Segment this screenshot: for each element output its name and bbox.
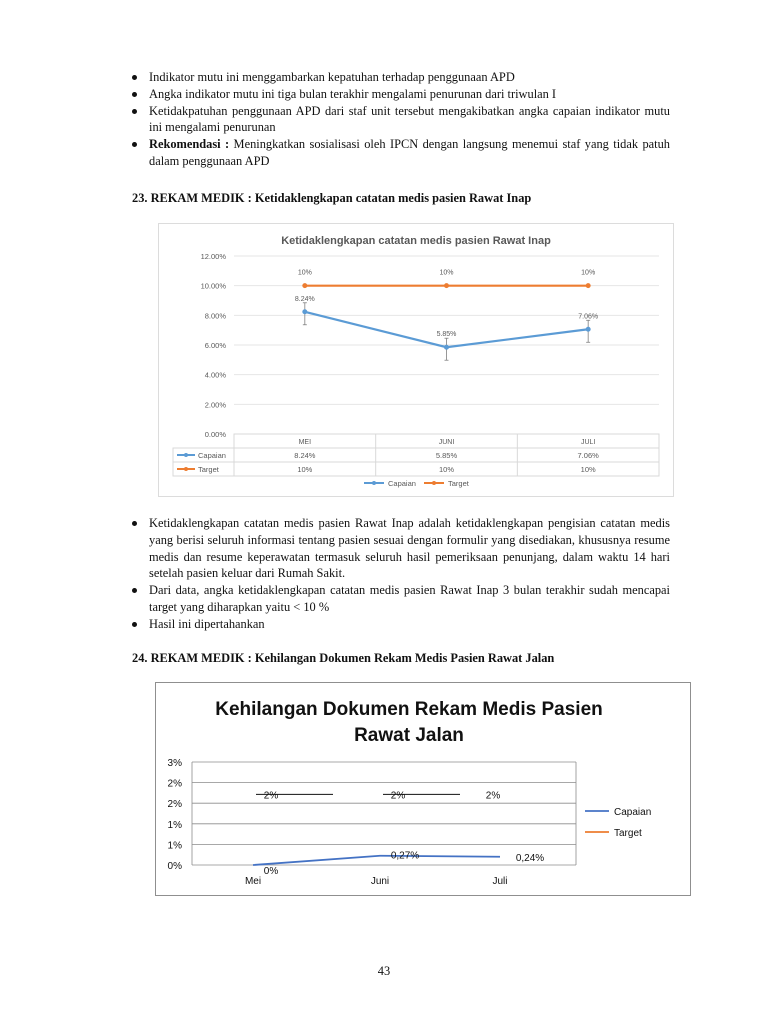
target-data-label: 2% [390,790,406,802]
bullet-text: Angka indikator mutu ini tiga bulan terakhir mengalami penurunan dari triwulan I [149,86,557,101]
x-category-label: Juli [492,876,508,887]
bullet-item [130,69,670,86]
data-point [302,283,307,288]
data-point [586,327,591,332]
chart-title-line-1: Kehilangan Dokumen Rekam Medis Pasien [215,699,603,720]
chart-1-svg [159,224,673,496]
table-cell: 10% [297,465,313,474]
chart-kehilangan-dokumen [155,682,691,896]
data-label: 8.24% [294,295,315,303]
x-category-label: MEI [298,439,312,446]
y-tick-label: 1% [167,840,182,852]
bullet-text: Dari data, angka ketidaklengkapan catatan medis pasien Rawat Inap 3 bulan terakhir sudah mencapai target yang diharapkan yaitu < 10 % [149,583,670,614]
y-tick-label: 0% [167,861,182,872]
x-category-label: JUNI [438,439,455,446]
bullet-item [130,86,670,103]
y-tick-label: 3% [167,758,182,769]
table-legend-marker [184,467,188,471]
y-tick-label: 1% [167,819,182,831]
bullet-icon [132,622,137,627]
data-label: 7.06% [578,313,599,321]
y-tick-label: 4.00% [204,370,226,380]
x-category-label: Mei [244,876,262,887]
intro-bullet-list [130,69,670,170]
chart-title: Ketidaklengkapan catatan medis pasien Rawat Inap [281,235,551,247]
bullet-text: Meningkatkan sosialisasi oleh IPCN dengan langsung menemui staf yang tidak patuh dalam penggunaan APD [149,137,670,168]
data-label: 10% [581,269,596,277]
bullet-icon [132,142,137,147]
bullet-item [130,515,670,582]
target-data-label: 2% [263,790,279,802]
y-tick-label: 8.00% [204,311,226,321]
data-point [444,283,449,288]
chart-ketidaklengkapan [158,223,674,497]
data-label: 10% [297,269,312,277]
y-tick-label: 6.00% [204,341,226,350]
table-series-name: Target [198,465,219,474]
y-tick-label: 10.00% [200,281,226,291]
table-series-name: Capaian [198,451,226,460]
bullet-icon [132,588,137,593]
x-category-label: Juni [370,876,390,887]
legend-label: Target [614,828,642,839]
legend-label: Capaian [388,479,416,488]
table-cell: 5.85% [435,451,458,460]
y-tick-label: 0.00% [204,430,226,439]
bullet-item [130,103,670,137]
data-label: 10% [439,269,454,277]
bullet-text: Ketidaklengkapan catatan medis pasien Rawat Inap adalah ketidaklengkapan pengisian catatan medis yang berisi seluruh informasi tentang pasien sesuai dengan formulir yang disediakan, khususnya resume medis dan resume keperawatan termasuk seluruh hasil pemeriksaan penunjang, dalam waktu 14 hari setelah pasien keluar dari Rumah Sakit. [149,516,670,581]
data-label: 5.85% [436,331,457,339]
x-category-label: JULI [580,439,596,446]
table-cell: 8.24% [294,451,316,460]
bullet-text: Ketidakpatuhan penggunaan APD dari staf unit tersebut mengakibatkan angka capaian indikator mutu ini mengalami penurunan [149,103,670,135]
y-tick-label: 2.00% [204,400,226,410]
bullet-icon [132,92,137,97]
bullet-icon [132,75,137,80]
legend-marker [432,481,436,485]
table-cell: 10% [580,465,596,474]
recommendation-label: Rekomendasi : [149,137,230,152]
y-tick-label: 2% [167,778,182,790]
target-data-label: 2% [485,790,501,802]
table-cell: 10% [438,465,455,474]
legend-label: Target [448,479,469,488]
data-point [302,309,307,314]
chart-2-svg [156,683,690,895]
bullet-icon [132,109,137,114]
table-legend-marker [184,453,188,457]
capaian-data-label: 0,24% [515,852,545,864]
y-tick-label: 12.00% [200,252,226,261]
legend-label: Capaian [614,807,652,818]
bullet-icon [132,521,137,526]
table-cell: 7.06% [577,451,599,460]
series-line-capaian [253,856,500,865]
data-point [444,345,449,350]
bullet-item [130,136,670,170]
data-point [586,283,591,288]
legend-marker [372,481,376,485]
section-23-heading: 23. REKAM MEDIK : Ketidaklengkapan catatan medis pasien Rawat Inap [132,191,532,205]
capaian-data-label: 0,27% [390,850,420,862]
bullet-item [130,616,670,633]
bullet-text: Hasil ini dipertahankan [149,616,265,631]
bullet-text: Indikator mutu ini menggambarkan kepatuhan terhadap penggunaan APD [149,70,515,84]
bullet-item [130,582,670,616]
section-24-heading: 24. REKAM MEDIK : Kehilangan Dokumen Rekam Medis Pasien Rawat Jalan [132,651,555,665]
y-tick-label: 2% [167,799,182,811]
chart-title-line-2: Rawat Jalan [354,725,464,746]
section-23-bullet-list [130,515,670,633]
capaian-data-label: 0% [263,866,279,877]
page-number: 43 [377,964,391,978]
